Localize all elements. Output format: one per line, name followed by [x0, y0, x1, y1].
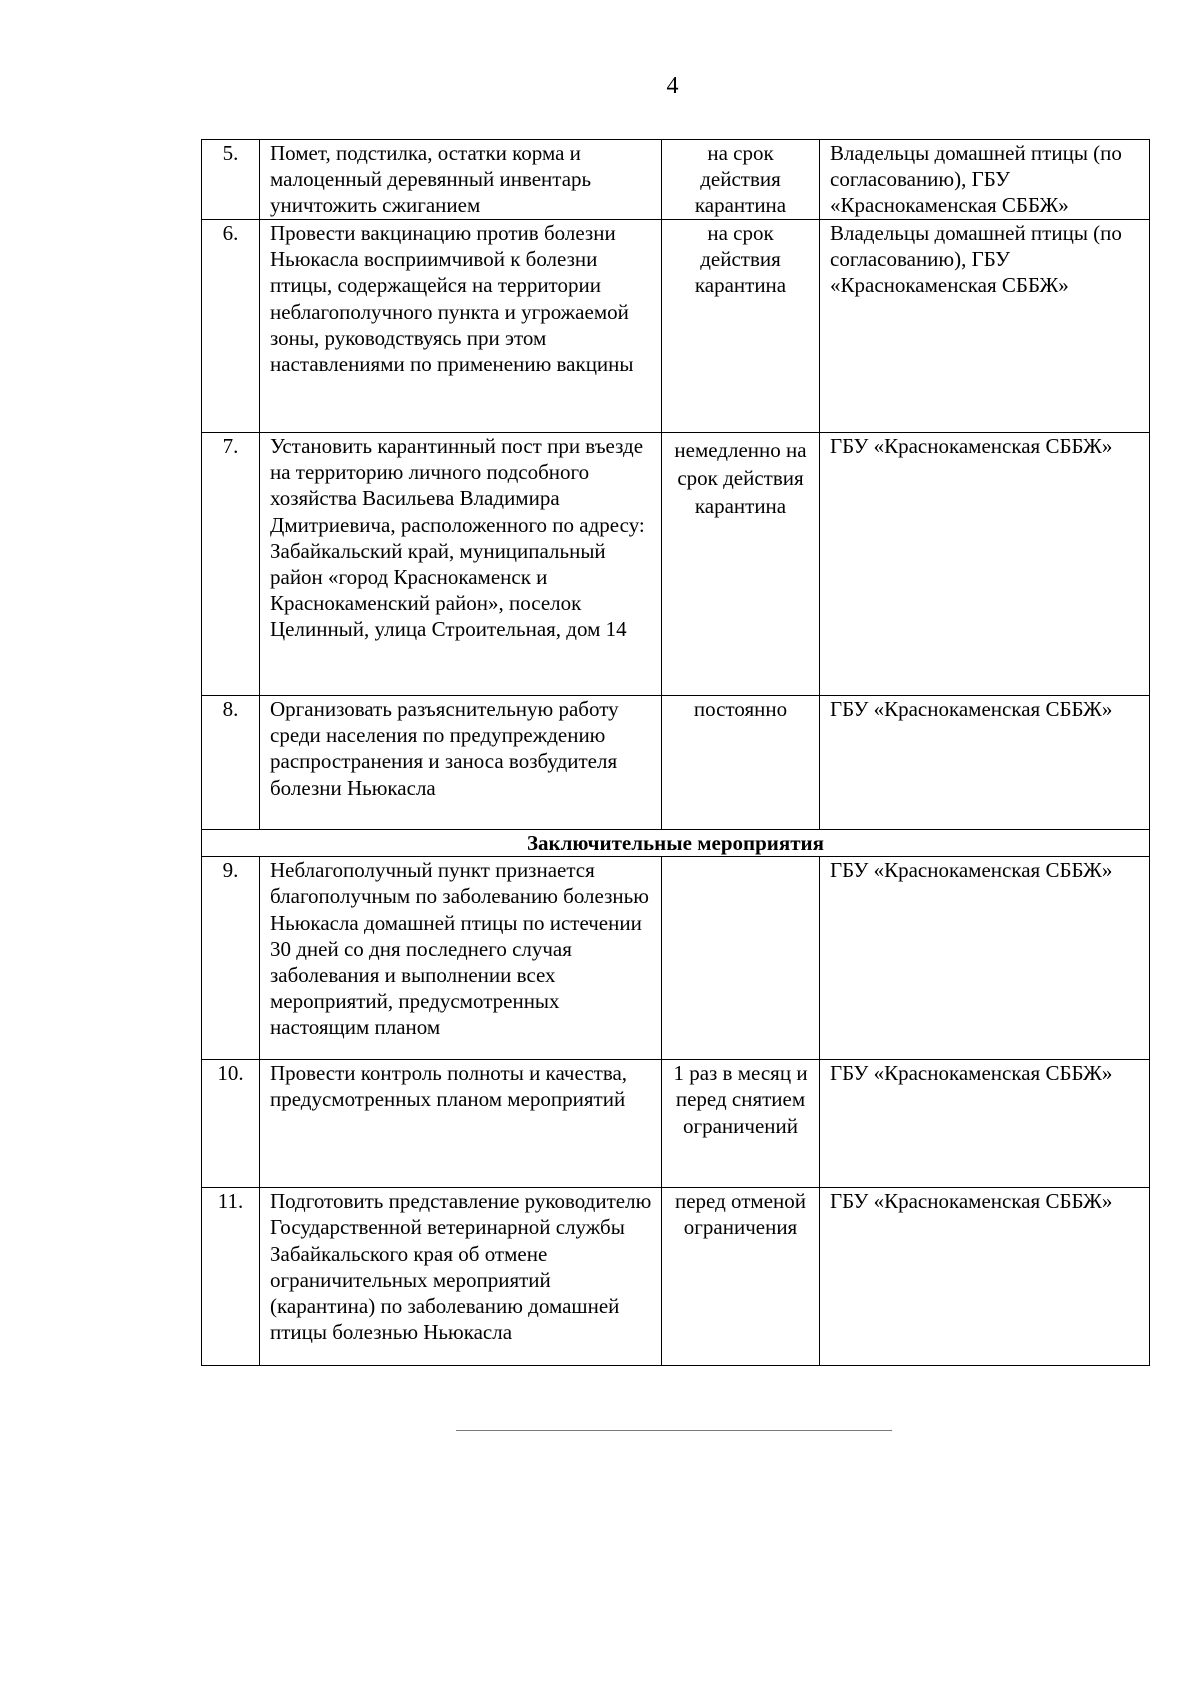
row-term: перед отменой ограничения — [662, 1188, 820, 1366]
table-row — [202, 1060, 1150, 1188]
table-row — [202, 433, 1150, 696]
row-action: Провести контроль полноты и качества, предусмотренных планом мероприятий — [260, 1060, 662, 1188]
row-responsible: ГБУ «Краснокаменская СББЖ» — [820, 1060, 1150, 1188]
row-number: 10. — [202, 1060, 260, 1188]
table-row — [202, 1188, 1150, 1366]
row-responsible: Владельцы домашней птицы (по согласованию), ГБУ «Краснокаменская СББЖ» — [820, 140, 1150, 220]
row-term: на срок действия карантина — [662, 140, 820, 220]
row-action: Установить карантинный пост при въезде на территорию личного подсобного хозяйства Васильева Владимира Дмитриевича, расположенного по адресу: Забайкальский край, муниципальный район «город Краснокаменск и Краснокаменский район», поселок Целинный, улица Строительная, дом 14 — [260, 433, 662, 696]
row-responsible: ГБУ «Краснокаменская СББЖ» — [820, 1188, 1150, 1366]
row-term — [662, 857, 820, 1060]
row-number: 7. — [202, 433, 260, 696]
table-row — [202, 857, 1150, 1060]
row-action: Организовать разъяснительную работу среди населения по предупреждению распространения и заноса возбудителя болезни Ньюкасла — [260, 696, 662, 830]
row-action: Провести вакцинацию против болезни Ньюкасла восприимчивой к болезни птицы, содержащейся на территории неблагополучного пункта и угрожаемой зоны, руководствуясь при этом наставлениями по применению вакцины — [260, 220, 662, 433]
row-term: немедленно на срок действия карантина — [662, 433, 820, 696]
row-responsible: ГБУ «Краснокаменская СББЖ» — [820, 696, 1150, 830]
table-row — [202, 140, 1150, 220]
section-title: Заключительные мероприятия — [202, 830, 1150, 857]
row-action: Помет, подстилка, остатки корма и малоценный деревянный инвентарь уничтожить сжиганием — [260, 140, 662, 220]
row-term: на срок действия карантина — [662, 220, 820, 433]
row-number: 9. — [202, 857, 260, 1060]
row-term: постоянно — [662, 696, 820, 830]
section-row — [202, 830, 1150, 857]
row-number: 6. — [202, 220, 260, 433]
table-row — [202, 696, 1150, 830]
table-row — [202, 220, 1150, 433]
row-action: Неблагополучный пункт признается благополучным по заболеванию болезнью Ньюкасла домашней птицы по истечении 30 дней со дня последнего случая заболевания и выполнении всех мероприятий, предусмотренных настоящим планом — [260, 857, 662, 1060]
row-responsible: ГБУ «Краснокаменская СББЖ» — [820, 433, 1150, 696]
row-responsible: Владельцы домашней птицы (по согласованию), ГБУ «Краснокаменская СББЖ» — [820, 220, 1150, 433]
row-term: 1 раз в месяц и перед снятием ограничений — [662, 1060, 820, 1188]
end-of-document-rule — [456, 1430, 892, 1431]
row-responsible: ГБУ «Краснокаменская СББЖ» — [820, 857, 1150, 1060]
row-number: 5. — [202, 140, 260, 220]
page-number: 4 — [666, 73, 679, 99]
row-action: Подготовить представление руководителю Государственной ветеринарной службы Забайкальского края об отмене ограничительных мероприятий (карантина) по заболеванию домашней птицы болезнью Ньюкасла — [260, 1188, 662, 1366]
row-number: 11. — [202, 1188, 260, 1366]
measures-table — [201, 139, 1150, 1366]
row-number: 8. — [202, 696, 260, 830]
